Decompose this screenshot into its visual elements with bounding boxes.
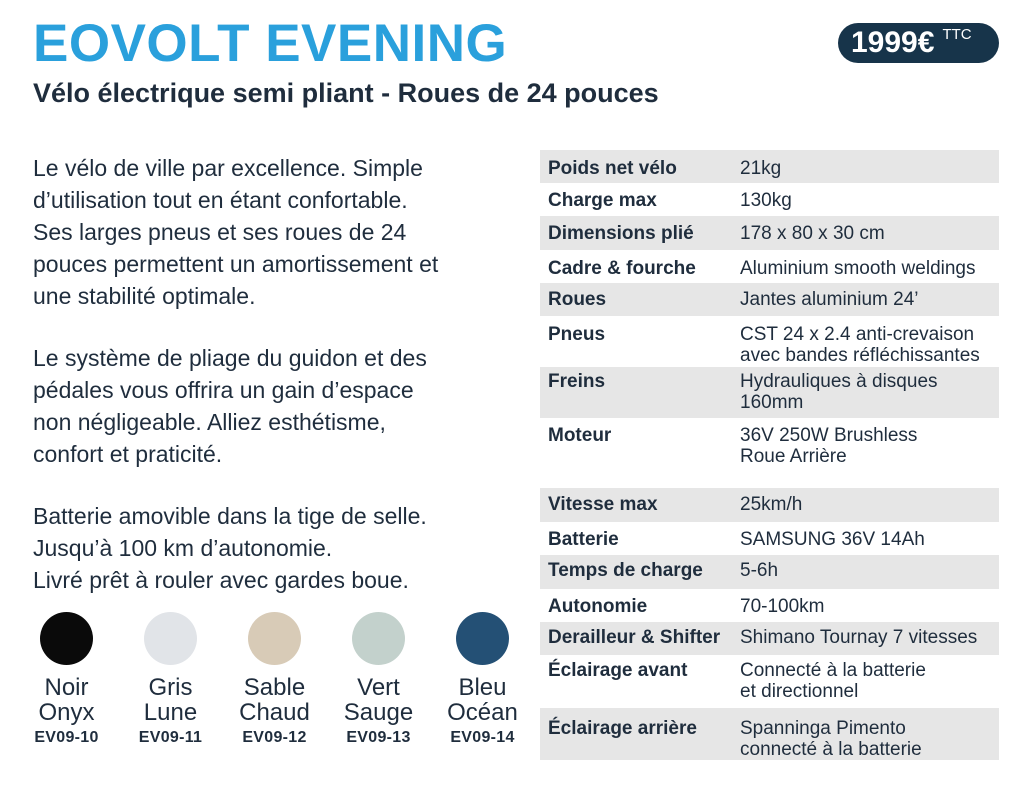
spec-value (740, 529, 925, 555)
color-name-line-2: Lune (143, 699, 198, 726)
spec-label: Autonomie (548, 596, 648, 617)
page-subtitle: Vélo électrique semi pliant - Roues de 24 pouces (33, 78, 659, 108)
spec-value (740, 371, 938, 418)
spec-label: Freins (548, 371, 606, 392)
color-dot[interactable] (456, 612, 509, 665)
spec-value-line-1: 36V 250W Brushless (740, 425, 918, 446)
spec-row (540, 183, 999, 216)
spec-row (540, 522, 999, 555)
spec-label: Moteur (548, 425, 612, 446)
spec-value (740, 718, 922, 760)
description-paragraph-1 (33, 152, 501, 312)
spec-value-line-1: 25km/h (740, 494, 803, 515)
spec-row (540, 708, 999, 760)
spec-value-line-1: 130kg (740, 190, 792, 211)
description-line: pédales vous offrira un gain d’espace (33, 377, 414, 403)
color-code: EV09-12 (242, 729, 307, 746)
spec-value-line-2: Roue Arrière (740, 446, 847, 467)
spec-label: Éclairage avant (548, 660, 688, 681)
color-dot[interactable] (40, 612, 93, 665)
color-name-line-1: Vert (357, 674, 400, 701)
spec-row (540, 655, 999, 708)
spec-value-line-1: 178 x 80 x 30 cm (740, 223, 885, 244)
spec-value (740, 158, 781, 183)
color-swatch[interactable] (430, 612, 535, 747)
spec-value-line-1: Spanninga Pimento (740, 718, 906, 739)
spec-label: Charge max (548, 190, 657, 211)
spec-value-line-2: et directionnel (740, 681, 859, 702)
spec-row (540, 488, 999, 522)
spec-value (740, 289, 918, 316)
spec-label: Pneus (548, 324, 606, 345)
color-swatch[interactable] (326, 612, 431, 747)
description-line: Jusqu’à 100 km d’autonomie. (33, 535, 333, 561)
color-name-line-1: Sable (243, 674, 306, 701)
spec-value (740, 223, 885, 250)
spec-label: Vitesse max (548, 494, 658, 515)
spec-row (540, 250, 999, 283)
spec-row (540, 622, 999, 655)
description-line: pouces permettent un amortissement et (33, 251, 439, 277)
spec-value (740, 560, 778, 589)
color-code: EV09-10 (34, 729, 99, 746)
spec-value-line-1: Connecté à la batterie (740, 660, 926, 681)
spec-value-line-1: 5-6h (740, 560, 779, 581)
price-amount: 1999€ (851, 26, 935, 59)
color-name-line-2: Sauge (343, 699, 414, 726)
spec-value-line-2: avec bandes réfléchissantes (740, 345, 980, 366)
spec-value (740, 660, 926, 708)
spec-value-line-2: connecté à la batterie (740, 739, 922, 760)
spec-value-line-1: 21kg (740, 158, 782, 179)
color-name-line-2: Chaud (239, 699, 310, 726)
color-options (14, 612, 524, 752)
spec-value-line-1: Aluminium smooth weldings (740, 258, 976, 279)
color-code: EV09-11 (138, 729, 203, 746)
spec-value-line-1: 70-100km (740, 596, 825, 617)
color-name-line-2: Onyx (38, 699, 95, 726)
price-badge (838, 23, 999, 63)
color-dot[interactable] (352, 612, 405, 665)
description-line: une stabilité optimale. (33, 283, 256, 309)
spec-value-line-1: CST 24 x 2.4 anti-crevaison (740, 324, 975, 345)
spec-row (540, 283, 999, 316)
description-line: Ses larges pneus et ses roues de 24 (33, 219, 407, 245)
spec-value (740, 190, 792, 216)
description-line: non négligeable. Alliez esthétisme, (33, 409, 386, 435)
description-line: Le vélo de ville par excellence. Simple (33, 155, 423, 181)
spec-label: Éclairage arrière (548, 718, 697, 739)
color-name-line-2: Océan (447, 699, 518, 726)
description-line: Le système de pliage du guidon et des (33, 345, 427, 371)
description-line: confort et praticité. (33, 441, 223, 467)
spec-value-line-1: Jantes aluminium 24’ (740, 289, 919, 310)
spec-row (540, 418, 999, 488)
spec-label: Poids net vélo (548, 158, 677, 179)
spec-value (740, 425, 917, 488)
color-name-line-1: Gris (148, 674, 193, 701)
description-paragraph-2 (33, 342, 501, 470)
color-code: EV09-14 (450, 729, 515, 746)
spec-row (540, 367, 999, 418)
spec-value (740, 627, 977, 655)
spec-label: Dimensions plié (548, 223, 694, 244)
color-swatch[interactable] (14, 612, 119, 747)
color-swatch[interactable] (118, 612, 223, 747)
spec-label: Roues (548, 289, 607, 310)
spec-value (740, 494, 802, 522)
spec-value (740, 324, 980, 367)
color-dot[interactable] (248, 612, 301, 665)
price-suffix: TTC (942, 25, 972, 43)
color-swatch[interactable] (222, 612, 327, 747)
spec-label: Derailleur & Shifter (548, 627, 721, 648)
spec-value (740, 596, 825, 622)
spec-value-line-1: SAMSUNG 36V 14Ah (740, 529, 925, 550)
description-line: Batterie amovible dans la tige de selle. (33, 503, 427, 529)
spec-label: Temps de charge (548, 560, 703, 581)
description-line: d’utilisation tout en étant confortable. (33, 187, 408, 213)
description-paragraph-3 (33, 500, 501, 596)
spec-row (540, 316, 999, 367)
color-dot[interactable] (144, 612, 197, 665)
spec-value (740, 258, 976, 283)
description-line: Livré prêt à rouler avec gardes boue. (33, 567, 409, 593)
color-name-line-1: Bleu (458, 674, 507, 701)
color-code: EV09-13 (346, 729, 411, 746)
spec-label: Batterie (548, 529, 619, 550)
spec-value-line-2: 160mm (740, 392, 804, 413)
spec-label: Cadre & fourche (548, 258, 696, 279)
spec-row (540, 150, 999, 183)
spec-value-line-1: Hydrauliques à disques (740, 371, 938, 392)
page-title: EOVOLT EVENING (33, 14, 508, 73)
spec-table (540, 150, 999, 760)
spec-row (540, 589, 999, 622)
product-description (33, 152, 501, 596)
spec-row (540, 555, 999, 589)
spec-value-line-1: Shimano Tournay 7 vitesses (740, 627, 978, 648)
spec-row (540, 216, 999, 250)
color-name-line-1: Noir (44, 674, 89, 701)
